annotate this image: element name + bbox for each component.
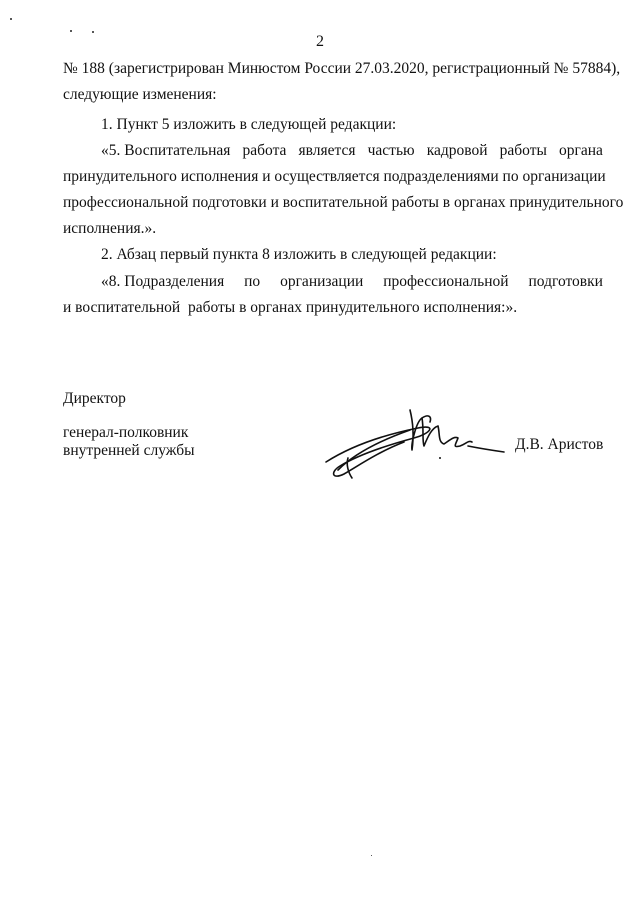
signer-title: Директор (63, 390, 126, 407)
word: является (298, 142, 356, 159)
item-1-heading (63, 112, 603, 138)
scan-speck (371, 855, 372, 856)
word: по (244, 273, 261, 290)
handwritten-signature (318, 400, 508, 482)
word: работа (242, 142, 287, 159)
item-2-quote (63, 269, 603, 321)
word: организации (280, 273, 364, 290)
intro-paragraph (63, 56, 621, 108)
item-2-quote-line-1 (63, 269, 603, 295)
item-2-heading-text: 2. Абзац первый пункта 8 изложить в следующей редакции: (101, 246, 497, 263)
item-2-heading (63, 242, 603, 268)
word: органа (559, 142, 603, 159)
item-1-quote-line-4: исполнения.». (63, 220, 157, 237)
page-number: 2 (316, 33, 324, 50)
word: частью (367, 142, 415, 159)
scan-speck (92, 31, 94, 33)
item-1-quote-line-2: принудительного исполнения и осуществляется подразделениями по организации (63, 168, 606, 185)
word: профессиональной (383, 273, 509, 290)
item-1-quote-line-3: профессиональной подготовки и воспитательной работы в органах принудительного (63, 194, 624, 211)
intro-line-2: следующие изменения: (63, 86, 217, 103)
signer-rank-line-2: внутренней службы (63, 442, 195, 459)
word: подготовки (528, 273, 603, 290)
signer-rank-line-1: генерал-полковник (63, 424, 189, 441)
word: кадровой (426, 142, 488, 159)
item-1-quote (63, 138, 624, 242)
scan-speck (70, 30, 72, 32)
word: «5. Воспитательная (101, 142, 231, 159)
word: «8. Подразделения (101, 273, 225, 290)
item-1-quote-line-1 (63, 138, 603, 164)
item-2-quote-line-2: и воспитательной работы в органах принудительного исполнения:». (63, 299, 518, 316)
item-1-heading-text: 1. Пункт 5 изложить в следующей редакции: (101, 116, 397, 133)
scan-speck (10, 18, 12, 20)
signer-rank (63, 424, 195, 460)
word: работы (499, 142, 547, 159)
signer-name: Д.В. Аристов (515, 436, 604, 453)
intro-line-1: № 188 (зарегистрирован Минюстом России 27.03.2020, регистрационный № 57884), (63, 60, 621, 77)
